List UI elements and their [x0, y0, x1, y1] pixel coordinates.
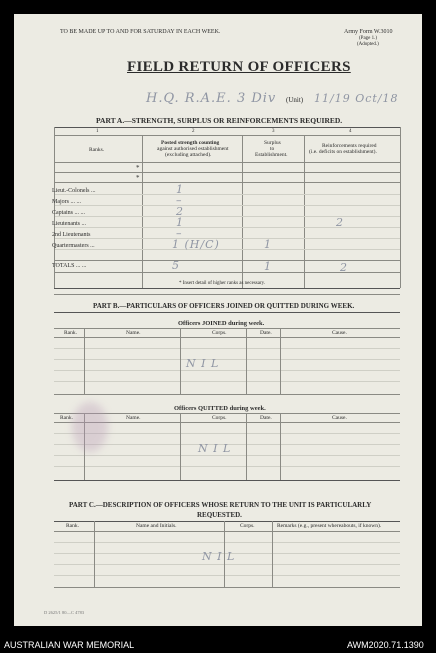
totals-surplus: 1: [264, 260, 272, 273]
col-header-name: Name.: [126, 330, 141, 336]
rank-label: Majors ... ...: [52, 199, 81, 205]
ink-stain: [72, 402, 108, 452]
surplus-header-3: Establishment.: [255, 152, 288, 158]
part-b-heading: PART B.—PARTICULARS OF OFFICERS JOINED OR QUITTED DURING WEEK.: [93, 302, 355, 310]
reinf-header-1: Reinforcements required: [322, 143, 377, 149]
asterisk-mark: *: [136, 164, 140, 172]
archive-accession: AWM2020.71.1390: [347, 640, 424, 650]
col-header-date: Date.: [260, 415, 272, 421]
rank-label: Lieut.-Colonels ...: [52, 188, 96, 194]
quitted-title: Officers QUITTED during week.: [174, 405, 266, 412]
asterisk-mark: *: [136, 174, 140, 182]
surplus-header-2: to: [270, 146, 275, 152]
col-number-1: 1: [96, 129, 99, 134]
col-header-cause: Cause.: [332, 415, 347, 421]
posted-value: 1: [176, 216, 184, 229]
quitted-entry: N I L: [198, 442, 232, 455]
joined-entry: N I L: [186, 357, 220, 370]
col-header-corps: Corps.: [212, 415, 227, 421]
unit-handwritten: H.Q. R.A.E. 3 Div: [146, 91, 277, 106]
col-header-name: Name and Initials.: [136, 523, 177, 529]
unit-label: (Unit): [286, 96, 304, 104]
col-number-4: 4: [349, 129, 352, 134]
col-header-rank: Rank.: [60, 415, 73, 421]
form-page: (Page 1.): [359, 36, 378, 41]
posted-value: –: [176, 194, 183, 207]
page-title: FIELD RETURN OF OFFICERS: [127, 59, 351, 75]
part-a-heading: PART A.—STRENGTH, SURPLUS OR REINFORCEMENTS REQUIRED.: [96, 116, 343, 125]
col-header-remarks: Remarks (e.g., present whereabouts, if known).: [277, 523, 382, 529]
totals-reinf: 2: [340, 261, 348, 274]
rank-label: Captains ... ...: [52, 210, 85, 216]
form-id: Army Form W.3010: [344, 29, 393, 35]
posted-value: 1 (H/C): [172, 238, 220, 251]
posted-header-1: Posted strength counting: [161, 140, 220, 146]
date-handwritten: 11/19 Oct/18: [314, 92, 399, 105]
surplus-header-1: Surplus: [264, 140, 281, 146]
print-reference: D 2625/1 80—C 4783: [44, 610, 85, 615]
rank-label: Lieutenants ...: [52, 221, 86, 227]
joined-title: Officers JOINED during week.: [178, 320, 265, 327]
surplus-value: 1: [264, 238, 272, 251]
totals-label: TOTALS ... ...: [52, 263, 87, 269]
rank-label: 2nd Lieutenants: [52, 232, 91, 238]
posted-value: 1: [176, 183, 184, 196]
form-sheet: [14, 14, 422, 626]
posted-header-3: (excluding attached).: [165, 152, 212, 158]
col-header-rank: Rank.: [64, 330, 77, 336]
archive-footer: [0, 639, 436, 653]
col-number-2: 2: [192, 129, 195, 134]
col-header-date: Date.: [260, 330, 272, 336]
col-header-cause: Cause.: [332, 330, 347, 336]
archive-credit: AUSTRALIAN WAR MEMORIAL: [4, 640, 135, 650]
totals-posted: 5: [172, 259, 180, 272]
part-c-heading-line1: PART C.—DESCRIPTION OF OFFICERS WHOSE RETURN TO THE UNIT IS PARTICULARLY: [69, 501, 372, 509]
form-adopted: (Adopted.): [357, 42, 379, 47]
col-header-corps: Corps.: [212, 330, 227, 336]
col-header-rank: Rank.: [66, 523, 79, 529]
col-header-name: Name.: [126, 415, 141, 421]
rank-label: Quartermasters ...: [52, 243, 95, 249]
col-number-3: 3: [272, 129, 275, 134]
footnote: * Insert detail of higher ranks as necessary.: [179, 281, 266, 286]
reinf-value: 2: [336, 216, 344, 229]
reinf-header-2: (i.e. deficits on establishment).: [309, 149, 377, 155]
part-c-entry: N I L: [202, 550, 236, 563]
posted-value: 2: [176, 205, 184, 218]
ranks-header: Ranks.: [89, 147, 105, 153]
posted-header-2: against authorised establishment: [157, 146, 229, 152]
part-c-heading-line2: REQUESTED.: [197, 511, 242, 519]
form-notice: TO BE MADE UP TO AND FOR SATURDAY IN EACH WEEK.: [60, 29, 221, 35]
posted-value: –: [176, 227, 183, 240]
col-header-corps: Corps.: [240, 523, 255, 529]
